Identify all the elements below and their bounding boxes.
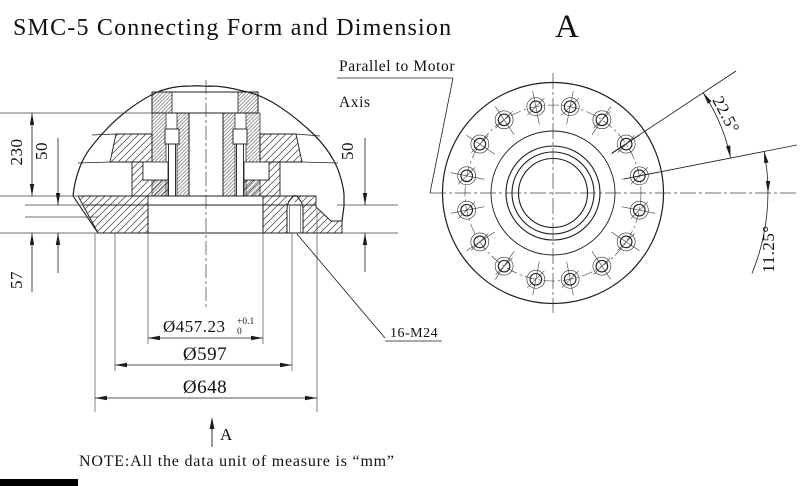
section-arrow bbox=[210, 417, 215, 447]
top-cap bbox=[152, 92, 258, 113]
dim-dia-597: Ø597 bbox=[182, 344, 228, 365]
dim-dia-457-tol-upper: +0.1 bbox=[237, 317, 255, 327]
note-text: NOTE:All the data unit of measure is “mm” bbox=[79, 453, 395, 470]
bolt-hole bbox=[592, 251, 611, 279]
dim-57: 57 bbox=[7, 271, 26, 289]
bolt-hole bbox=[527, 91, 545, 124]
view-a-title: A bbox=[555, 9, 579, 45]
bolt-hole bbox=[451, 201, 484, 219]
angle-22-5-label: 22.5° bbox=[708, 92, 744, 137]
axis-note-line2: Axis bbox=[339, 94, 371, 111]
bolt-hole bbox=[561, 91, 579, 124]
bolt-spec-label: 16-M24 bbox=[390, 326, 439, 341]
page-title: SMC-5 Connecting Form and Dimension bbox=[13, 15, 453, 41]
angle-11-25-label: 11.25° bbox=[759, 225, 778, 273]
dim-50-left: 50 bbox=[32, 142, 51, 160]
bolt-hole bbox=[622, 201, 655, 219]
dim-dia-457-tol-lower: 0 bbox=[237, 327, 242, 337]
bolt-hole bbox=[592, 107, 611, 135]
bolt-hole bbox=[467, 232, 495, 251]
dim-dia-648: Ø648 bbox=[182, 377, 228, 398]
bolt-callout-leader bbox=[297, 234, 442, 341]
bolt-hole bbox=[495, 251, 514, 279]
section-arrow-label: A bbox=[220, 425, 233, 444]
bolt-hole bbox=[527, 262, 545, 295]
bolt-hole bbox=[467, 135, 495, 154]
axis-note-line1: Parallel to Motor bbox=[339, 58, 456, 75]
dim-50-right: 50 bbox=[338, 142, 357, 160]
bolt-hole bbox=[611, 232, 639, 251]
bolt-hole bbox=[561, 262, 579, 295]
dim-dia-457: Ø457.23 bbox=[163, 317, 226, 336]
dim-230: 230 bbox=[7, 138, 26, 166]
bolt-hole bbox=[451, 167, 484, 185]
bottom-bar-fragment bbox=[0, 479, 78, 486]
bolt-hole bbox=[495, 107, 514, 135]
